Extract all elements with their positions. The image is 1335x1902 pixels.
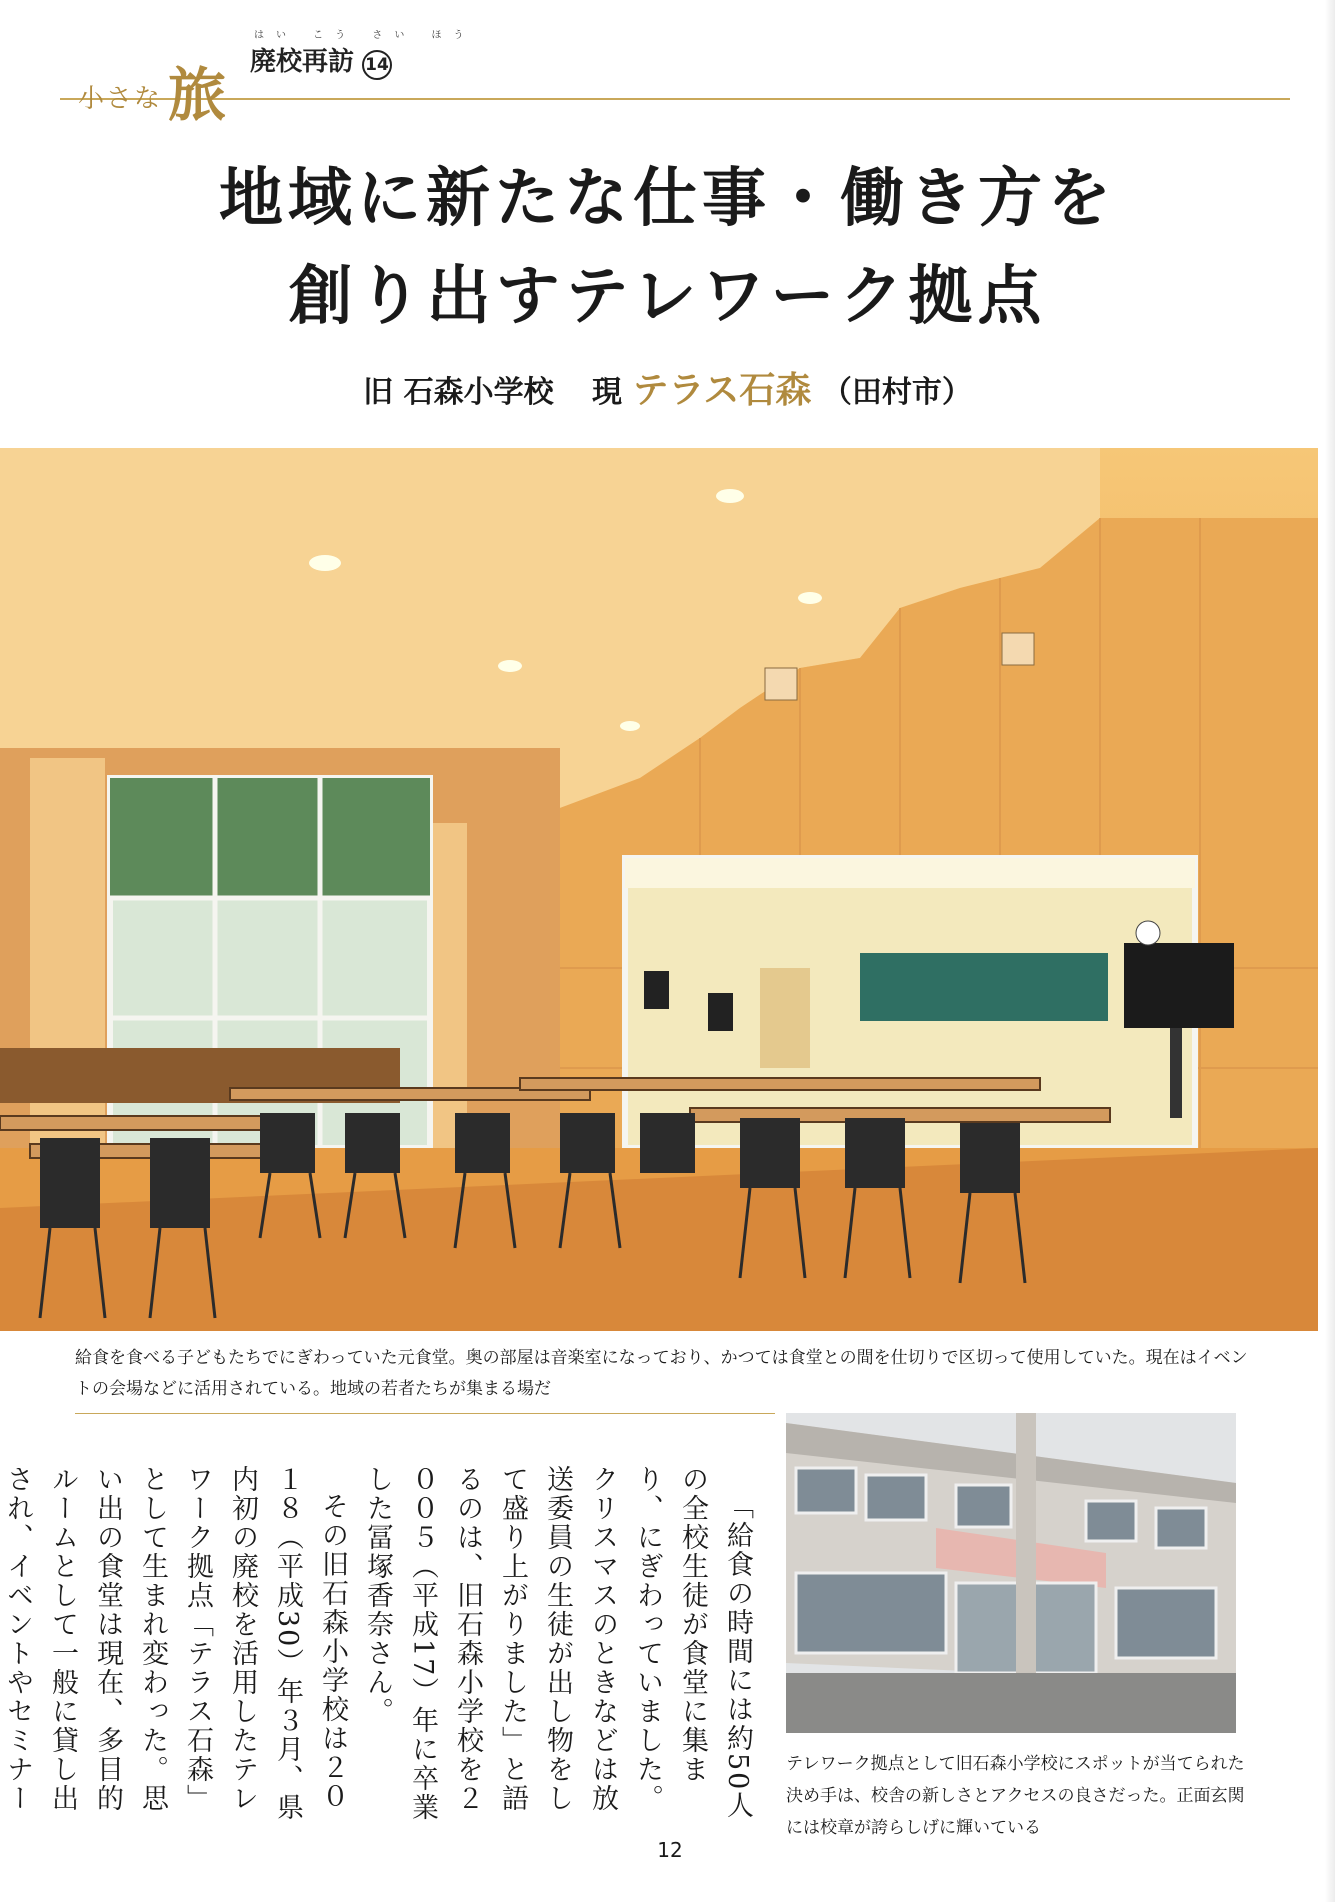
headline bbox=[60, 150, 1275, 346]
page-number: 12 bbox=[657, 1838, 683, 1862]
subseries bbox=[250, 26, 500, 80]
sub-headline bbox=[60, 362, 1275, 413]
article-body bbox=[2, 1465, 760, 1835]
series-title bbox=[78, 40, 234, 129]
body-paragraph-1: 「給食の時間には約50人の全校生徒が食堂に集まり、にぎわっていました。クリスマスのときなどは放送委員の生徒が出し物をして盛り上がりました」と語るのは、旧石森小学校を２００５（平成17）年に卒業した冨塚香奈さん。 bbox=[362, 1465, 753, 1823]
new-facility-name: テラス石森 bbox=[632, 370, 812, 411]
headline-line-1: 地域に新たな仕事・働き方を bbox=[219, 161, 1116, 236]
old-school-name: 石森小学校 bbox=[403, 375, 554, 410]
school-building-illustration bbox=[786, 1413, 1236, 1733]
caption-divider bbox=[75, 1413, 775, 1414]
subseries-title-text: 廃校再訪 bbox=[250, 47, 355, 77]
city-name: （田村市） bbox=[821, 375, 972, 410]
main-photo-caption: 給食を食べる子どもたちでにぎわっていた元食堂。奥の部屋は音楽室になっており、かつては食堂との間を仕切りで区切って使用していた。現在はイベントの会場などに活用されている。地域の若者たちが集まる場だ bbox=[75, 1348, 1248, 1399]
old-label: 旧 bbox=[363, 375, 394, 410]
series-main: 旅 bbox=[168, 61, 229, 129]
series-pre: 小さな bbox=[78, 84, 163, 114]
subseries-ruby: はい こう さい ほう bbox=[254, 30, 476, 41]
building-photo bbox=[786, 1413, 1236, 1733]
series-header bbox=[60, 18, 1290, 129]
building-photo-caption: テレワーク拠点として旧石森小学校にスポットが当てられた決め手は、校舎の新しさとアクセスの良さだった。正面玄関には校章が誇らしげに輝いている bbox=[786, 1754, 1245, 1838]
subseries-title bbox=[250, 41, 500, 80]
new-label: 現 bbox=[592, 375, 623, 410]
body-paragraph-2: その旧石森小学校は２０１８（平成30）年３月、県内初の廃校を活用したテレワーク拠点「テラス石森」として生まれ変わった。思い出の食堂は現在、多目的ルームとして一般に貸し出され、イベントやセミナー bbox=[2, 1465, 348, 1823]
page-spine-shadow bbox=[1325, 0, 1335, 1902]
main-photo-cafeteria bbox=[0, 448, 1318, 1331]
cafeteria-illustration bbox=[0, 448, 1318, 1331]
issue-number-badge: 14 bbox=[362, 50, 392, 80]
headline-line-2: 創り出すテレワーク拠点 bbox=[288, 259, 1047, 334]
